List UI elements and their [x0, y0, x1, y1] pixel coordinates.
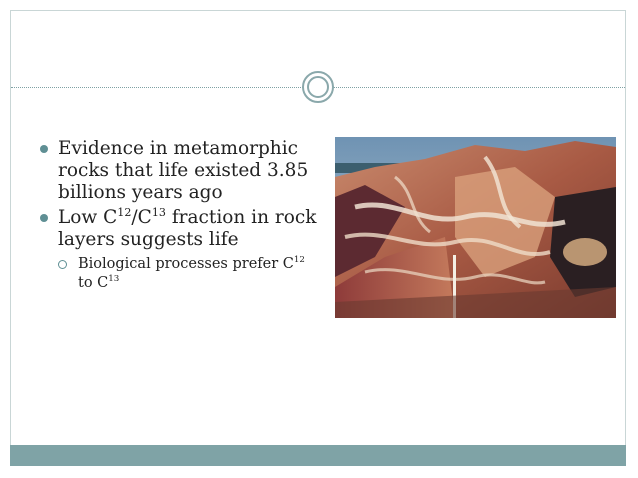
sub-bullet-item-biological — [40, 255, 320, 293]
bullet-item-evidence — [40, 138, 320, 204]
bullet-dot-icon — [40, 145, 48, 153]
bullet-text: Evidence in metamorphic rocks that life existed 3.85 billions years ago — [58, 138, 309, 203]
bullet-dot-icon — [40, 214, 48, 222]
bullet-text: Low $C^{12}/C^{13}$ fraction in rock layers suggests life — [58, 205, 317, 250]
sub-bullet-text: Biological processes prefer $C^{12}$ to $C^{13}$ — [78, 255, 305, 291]
rock-outcrop-photo — [335, 137, 616, 318]
bullet-list — [40, 138, 320, 293]
sub-bullet-ring-icon — [58, 260, 67, 269]
bullet-item-carbon-fraction — [40, 207, 320, 251]
circle-ornament-icon — [302, 71, 334, 103]
footer-bar — [10, 445, 626, 466]
